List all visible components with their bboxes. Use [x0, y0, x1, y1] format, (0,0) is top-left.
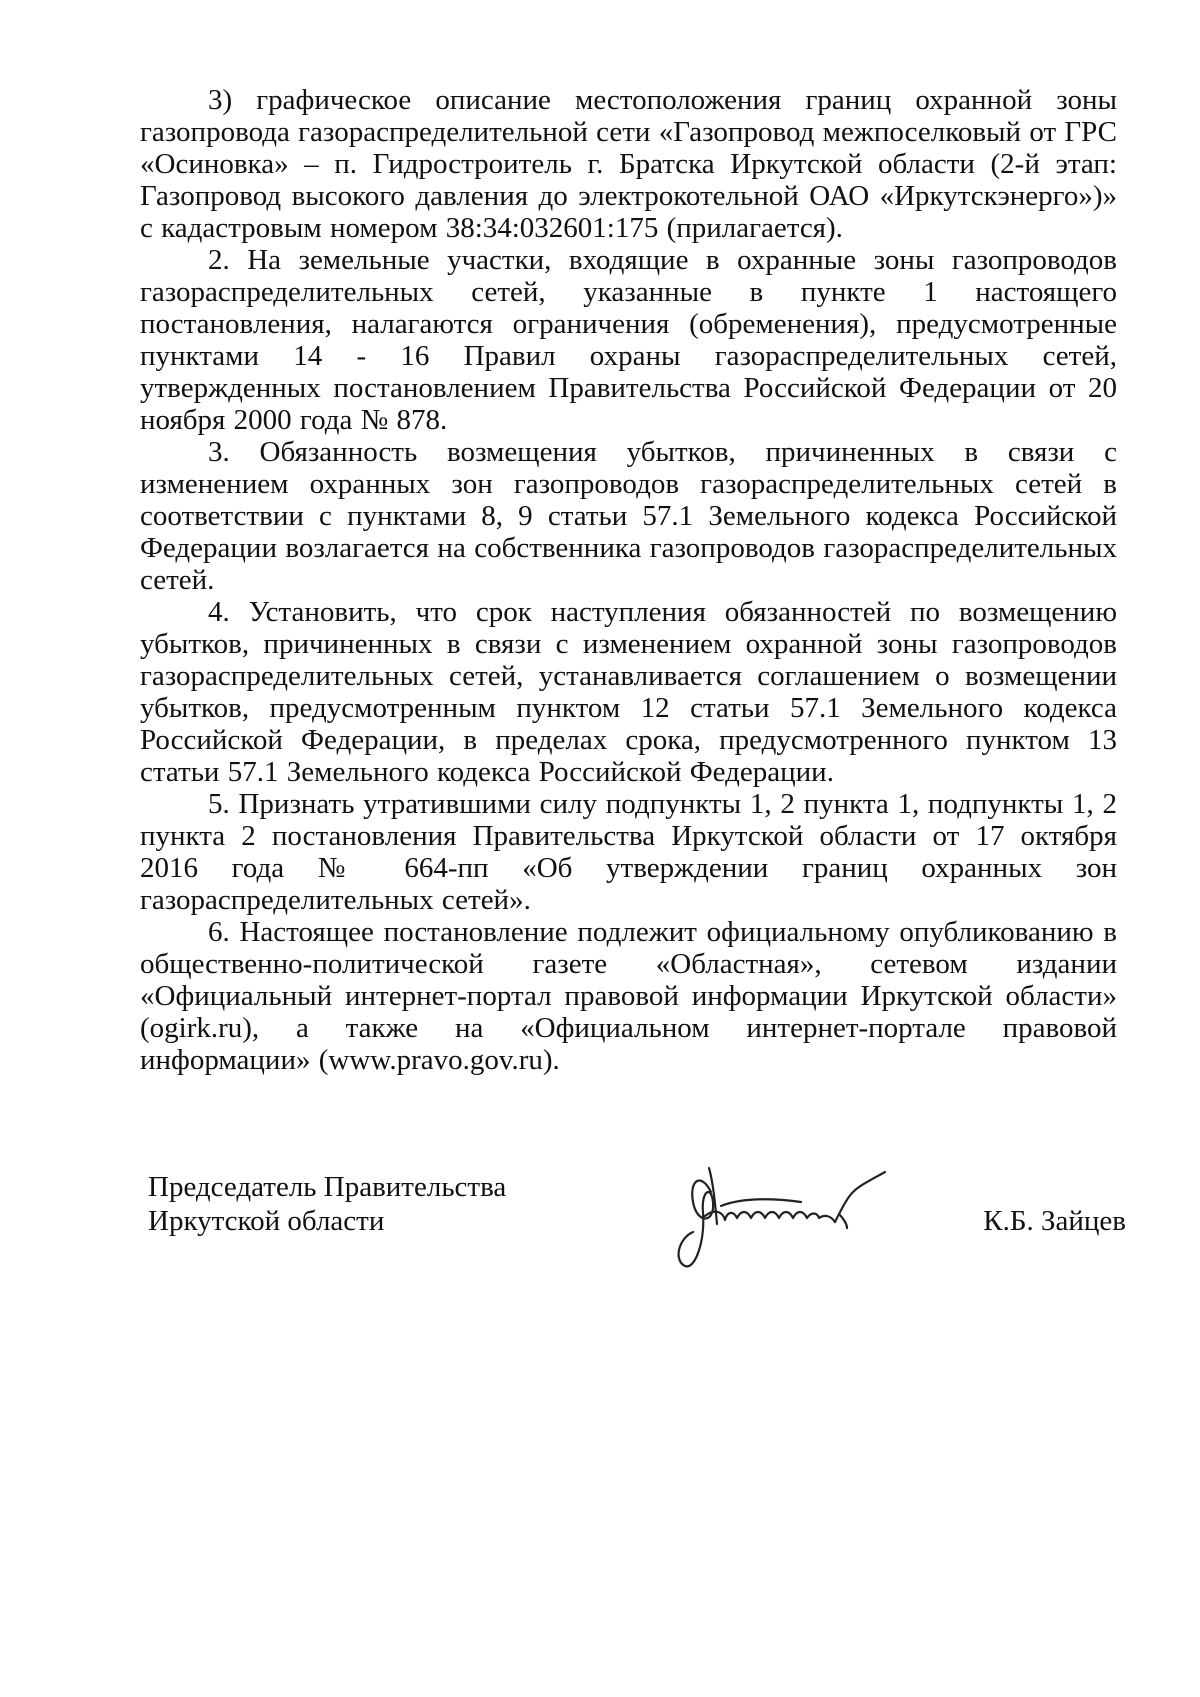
paragraph-item-3-graphic-description: 3) графическое описание местоположения границ охранной зоны газопровода газораспределительной сети «Газопровод межпоселковый от ГРС «Осиновка» – п. Гидростроитель г. Братска Иркутской области (2-й этап: Газопровод высокого давления до электрокотельной ОАО «Иркутскэнерго»)» с кадастровым номером 38:34:032601:175 (прилагается).: [140, 84, 1117, 244]
paragraph-4-compensation-term: 4. Установить, что срок наступления обязанностей по возмещению убытков, причиненных в связи с изменением охранной зоны газопроводов газораспределительных сетей, устанавливается соглашением о возмещении убытков, предусмотренным пунктом 12 статьи 57.1 Земельного кодекса Российской Федерации, в пределах срока, предусмотренного пунктом 13 статьи 57.1 Земельного кодекса Российской Федерации.: [140, 596, 1117, 788]
signer-title: [148, 1170, 506, 1238]
signer-title-line-1: Председатель Правительства: [148, 1171, 507, 1203]
signer-name: К.Б. Зайцев: [983, 1205, 1126, 1237]
signature-block: [148, 1170, 1126, 1330]
paragraph-3-damages-obligation: 3. Обязанность возмещения убытков, причиненных в связи с изменением охранных зон газопроводов газораспределительных сетей в соответствии с пунктами 8, 9 статьи 57.1 Земельного кодекса Российской Федерации возлагается на собственника газопроводов газораспределительных сетей.: [140, 436, 1117, 596]
paragraph-5-repeal: 5. Признать утратившими силу подпункты 1, 2 пункта 1, подпункты 1, 2 пункта 2 постановления Правительства Иркутской области от 17 октября 2016 года № 664-пп «Об утверждении границ охранных зон газораспределительных сетей».: [140, 788, 1117, 916]
paragraph-6-publication: 6. Настоящее постановление подлежит официальному опубликованию в общественно-политической газете «Областная», сетевом издании «Официальный интернет-портал правовой информации Иркутской области» (ogirk.ru), а также на «Официальном интернет-портале правовой информации» (www.pravo.gov.ru).: [140, 916, 1117, 1076]
document-body: [140, 84, 1117, 1076]
signer-title-line-2: Иркутской области: [148, 1205, 385, 1237]
paragraph-2-land-restrictions: 2. На земельные участки, входящие в охранные зоны газопроводов газораспределительных сетей, указанные в пункте 1 настоящего постановления, налагаются ограничения (обременения), предусмотренные пунктами 14 - 16 Правил охраны газораспределительных сетей, утвержденных постановлением Правительства Российской Федерации от 20 ноября 2000 года № 878.: [140, 244, 1117, 436]
handwritten-signature-icon: [671, 1162, 921, 1292]
